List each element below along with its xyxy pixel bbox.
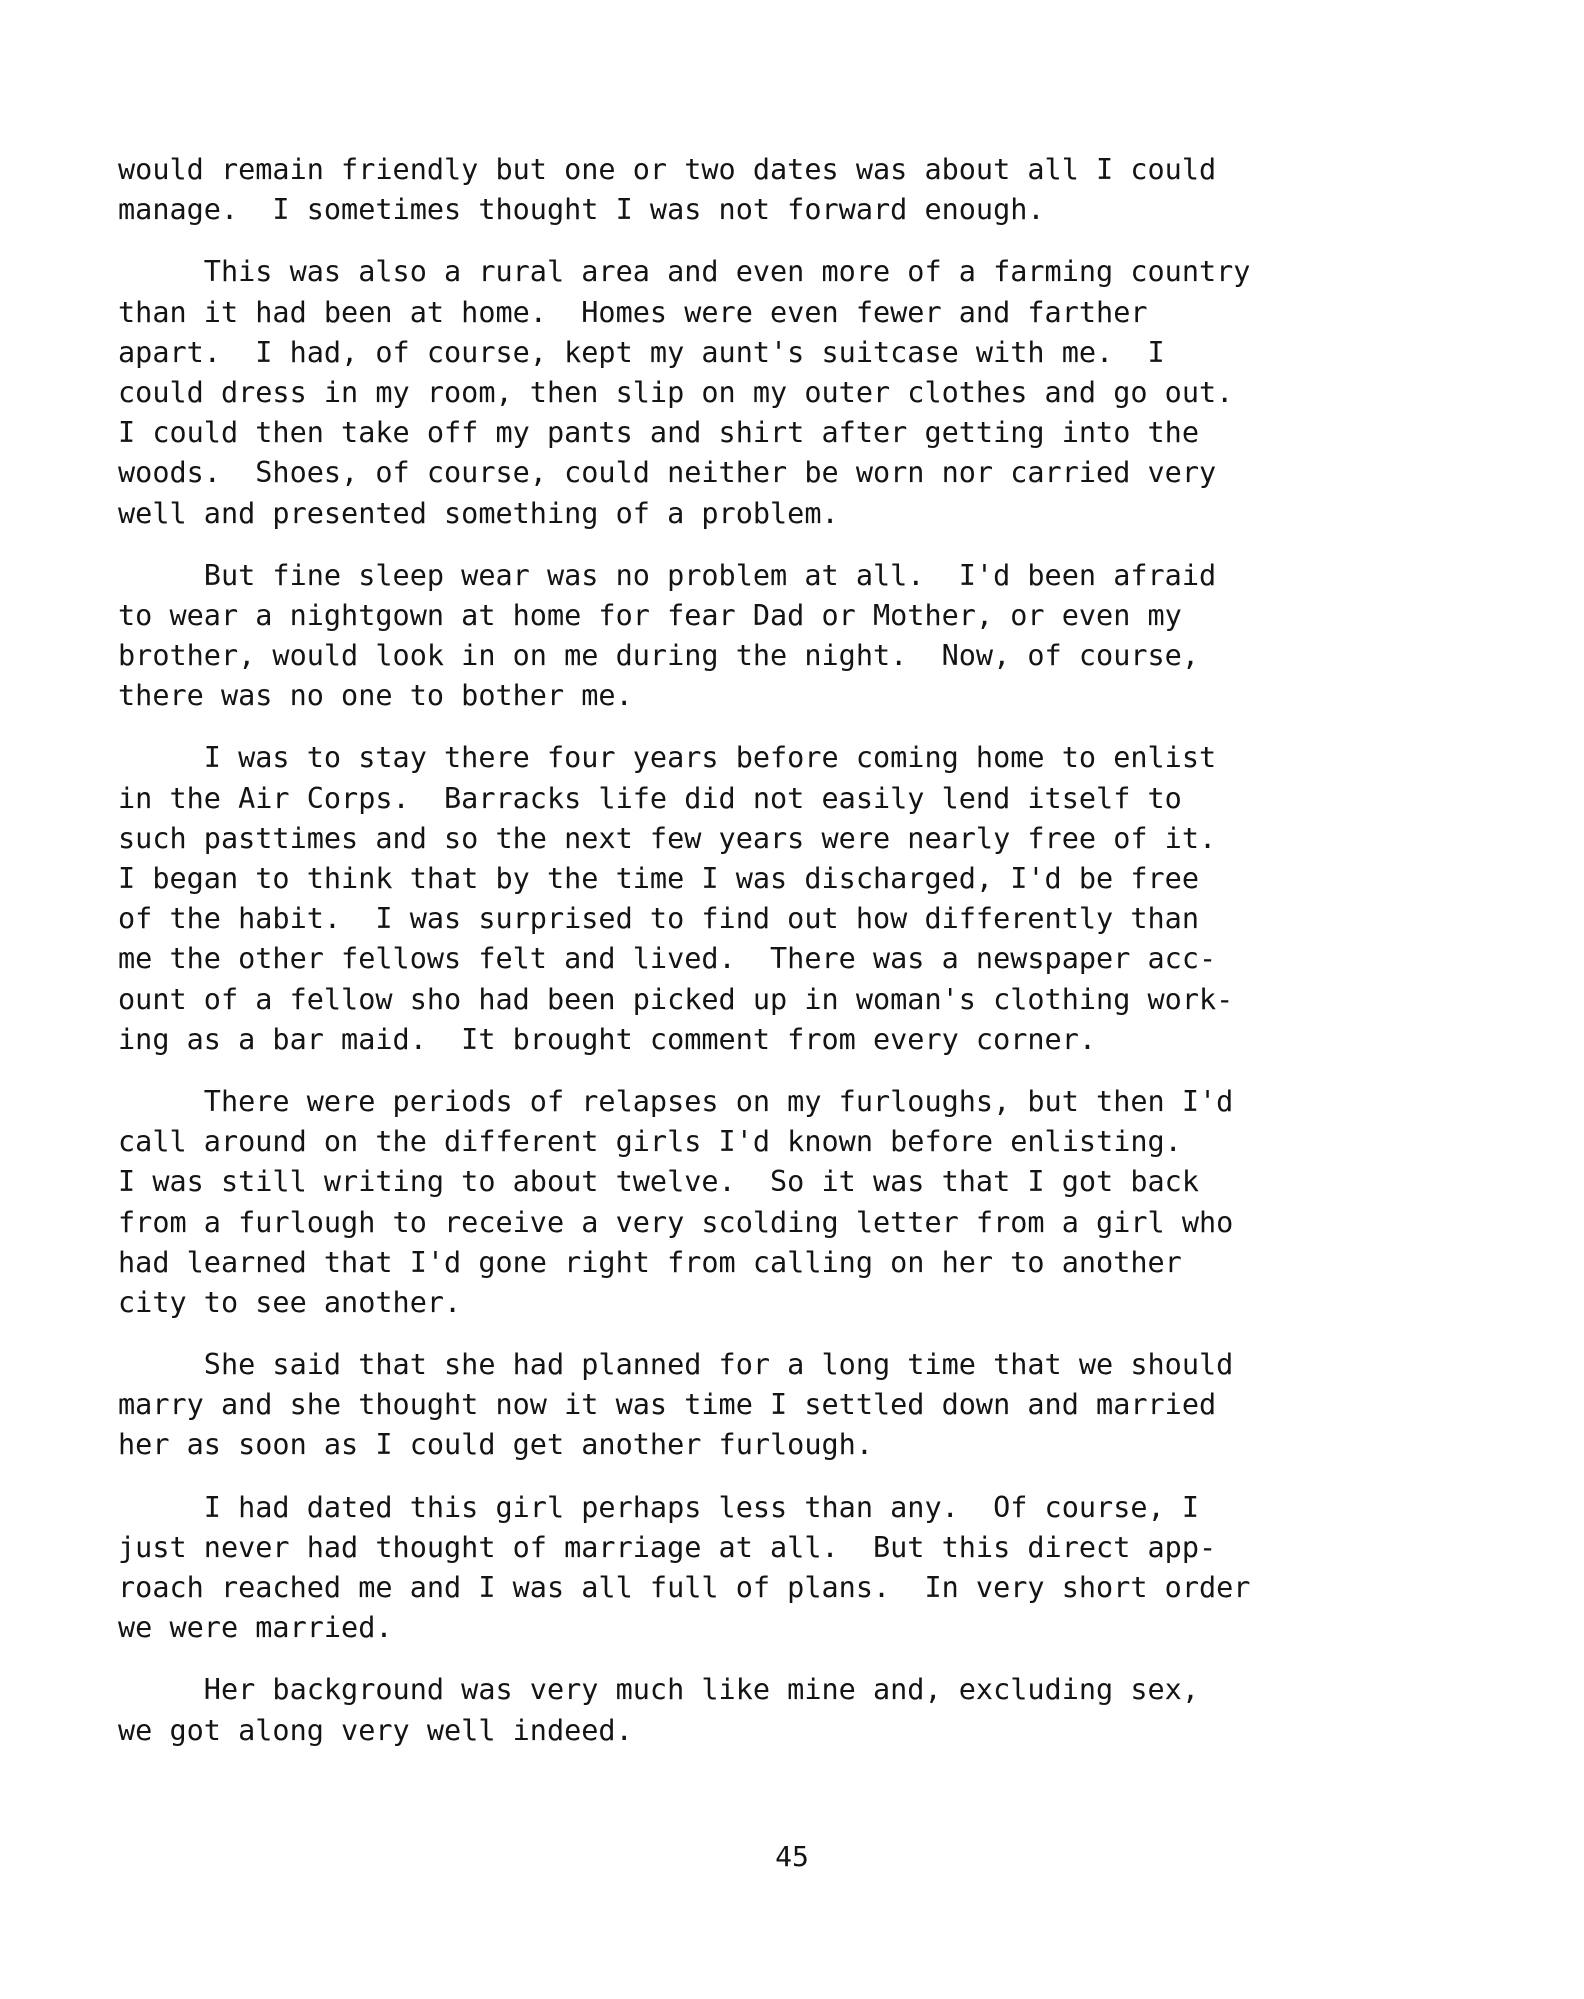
text-line: I was still writing to about twelve. So it was that I got back <box>118 1165 1199 1199</box>
text-line: call around on the different girls I'd known before enlisting. <box>118 1125 1182 1159</box>
text-line: ount of a fellow sho had been picked up in woman's clothing work- <box>118 982 1234 1016</box>
text-line: such pasttimes and so the next few years were nearly free of it. <box>118 821 1217 855</box>
text-line: woods. Shoes, of course, could neither be worn nor carried very <box>118 456 1217 490</box>
text-line: manage. I sometimes thought I was not forward enough. <box>118 193 1045 227</box>
text-line: than it had been at home. Homes were even fewer and farther <box>118 295 1148 329</box>
text-line: from a furlough to receive a very scolding letter from a girl who <box>118 1205 1234 1239</box>
text-line: had learned that I'd gone right from calling on her to another <box>118 1245 1182 1279</box>
text-line: I was to stay there four years before coming home to enlist <box>118 741 1217 775</box>
text-line: would remain friendly but one or two dates was about all I could <box>118 153 1217 186</box>
text-line: to wear a nightgown at home for fear Dad or Mother, or even my <box>118 598 1182 632</box>
text-line: roach reached me and I was all full of plans. In very short order <box>118 1571 1251 1604</box>
text-line: This was also a rural area and even more of a farming country <box>118 255 1251 289</box>
text-line: her as soon as I could get another furlough. <box>118 1428 873 1462</box>
text-line: in the Air Corps. Barracks life did not easily lend itself to <box>118 781 1182 815</box>
paragraph <box>118 150 1448 230</box>
page-number: 45 <box>775 1840 809 1873</box>
text-line: I could then take off my pants and shirt after getting into the <box>118 416 1199 450</box>
paragraph <box>118 1082 1448 1323</box>
text-line: I began to think that by the time I was discharged, I'd be free <box>118 862 1199 895</box>
text-line: of the habit. I was surprised to find out how differently than <box>118 902 1199 936</box>
body-text <box>118 150 1448 1773</box>
text-line: we were married. <box>118 1611 393 1645</box>
text-line: city to see another. <box>118 1285 462 1319</box>
text-line: Her background was very much like mine and, excluding sex, <box>118 1673 1199 1707</box>
text-line: I had dated this girl perhaps less than any. Of course, I <box>118 1490 1199 1524</box>
paragraph <box>118 1345 1448 1466</box>
text-line: But fine sleep wear was no problem at all. I'd been afraid <box>118 558 1217 592</box>
text-line: we got along very well indeed. <box>118 1713 633 1747</box>
text-line: could dress in my room, then slip on my outer clothes and go out. <box>118 375 1234 409</box>
paragraph <box>118 738 1448 1060</box>
paragraph <box>118 556 1448 717</box>
text-line: there was no one to bother me. <box>118 679 633 713</box>
text-line: well and presented something of a problem. <box>118 496 839 530</box>
paragraph <box>118 252 1448 533</box>
paragraph <box>118 1670 1448 1750</box>
paragraph <box>118 1488 1448 1649</box>
text-line: brother, would look in on me during the night. Now, of course, <box>118 639 1199 673</box>
text-line: There were periods of relapses on my furloughs, but then I'd <box>118 1084 1234 1118</box>
text-line: apart. I had, of course, kept my aunt's suitcase with me. I <box>118 335 1165 369</box>
text-line: She said that she had planned for a long time that we should <box>118 1348 1234 1382</box>
text-line: me the other fellows felt and lived. There was a newspaper acc- <box>118 942 1217 976</box>
text-line: just never had thought of marriage at all. But this direct app- <box>118 1530 1217 1564</box>
text-line: ing as a bar maid. It brought comment from every corner. <box>118 1022 1097 1056</box>
text-line: marry and she thought now it was time I settled down and married <box>118 1388 1217 1422</box>
